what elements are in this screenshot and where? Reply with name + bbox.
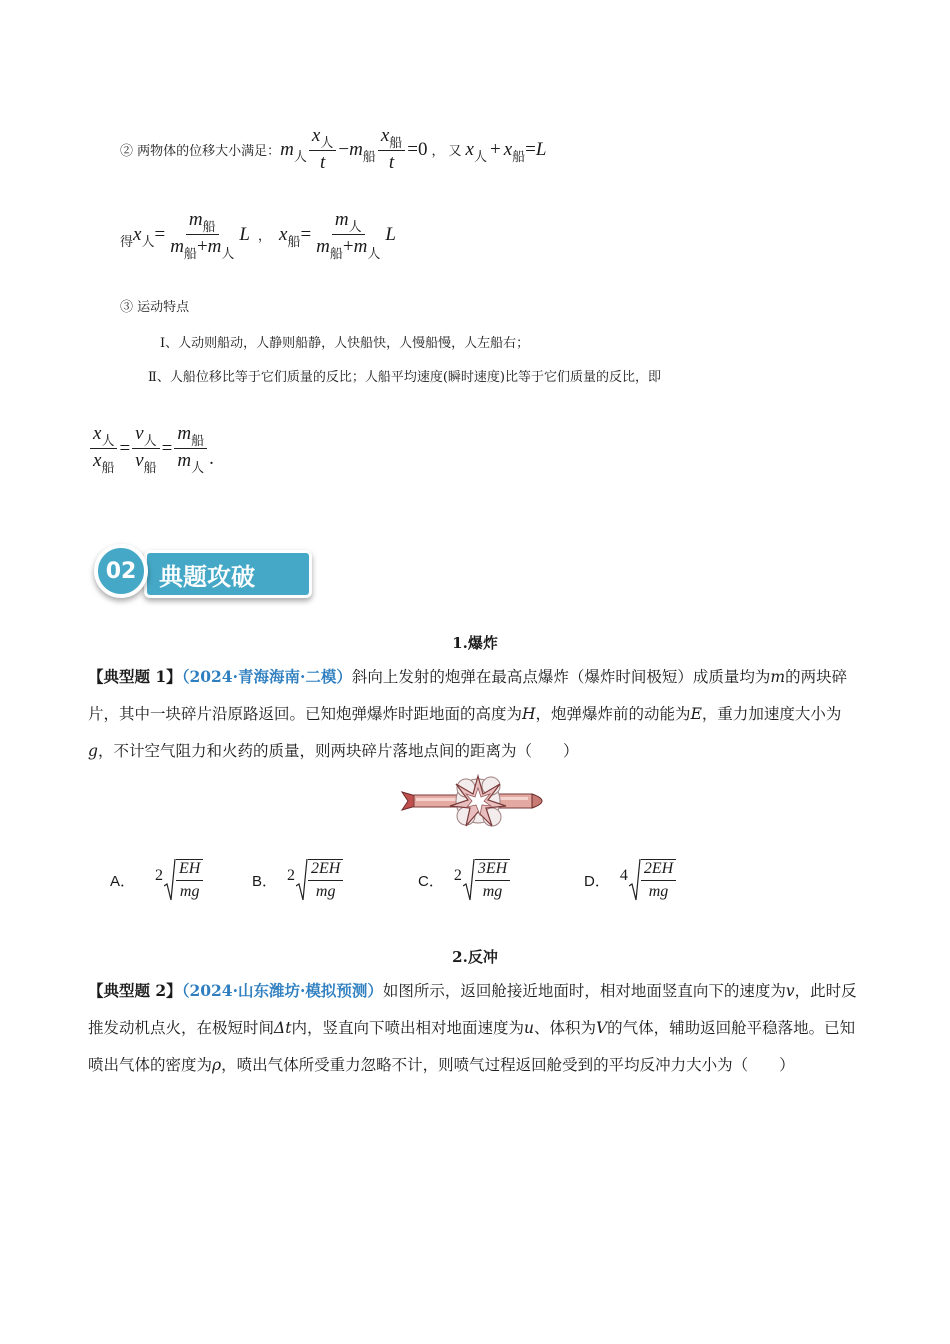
item2-label: ② 两物体的位移大小满足： (120, 144, 281, 159)
question-2: 【典型题 2】（2024·山东潍坊·模拟预测）如图所示，返回舱接近地面时，相对地面竖直向下的速度为v，此时反推发动机点火，在极短时间Δt内，竖直向下喷出相对地面速度为u、体积为V的气体，辅助返回舱平稳落地。已知喷出气体的密度为ρ，喷出气体所受重力忽略不计，则喷气过程返回舱受到的平均反冲力大小为（ ） (88, 981, 857, 1074)
derived-displacement-line: 得 x 人 = $\frac{m_船}{m_船+m_人}$ L ， x 船 = $\frac{m_人}{m_船+m_人}$ L (120, 209, 396, 262)
item3-label: ③ 运动特点 (120, 300, 190, 315)
x-ren-formula: x 人 = $\frac{m_船}{m_船+m_人}$ L (133, 209, 250, 262)
option-c[interactable]: C． 2 $\frac{3EH}{mg}$ (418, 858, 512, 902)
fraction-x-ren-over-t: $\frac{x_人}{t}$ (309, 126, 336, 173)
option-d[interactable]: D． 4 $\frac{2EH}{mg}$ (584, 858, 678, 902)
option-a[interactable]: A． 2 $\frac{EH}{mg}$ (110, 858, 205, 902)
subsection-title-explosion: 1.爆炸 (452, 634, 498, 652)
option-a-formula: 2 $\frac{EH}{mg}$ (155, 858, 205, 902)
motion-point-2: Ⅱ、人船位移比等于它们质量的反比；人船平均速度(瞬时速度)比等于它们质量的反比，即 (148, 370, 661, 385)
item2-line: ② 两物体的位移大小满足： m 人 $\frac{x_人}{t}$ − m 船 $\frac{x_船}{t}$ = 0 ， 又 x 人 + x 船 = L (120, 125, 547, 173)
ratio-formula: $\frac{x_人}{x_船}$ = $\frac{v_人}{v_船}$ = $\frac{m_船}{m_人}$ . (88, 424, 214, 473)
shell-explosion-image (396, 770, 556, 832)
question-2-label: 【典型题 2】 (88, 981, 182, 1000)
subsection-title-recoil: 2.反冲 (452, 948, 498, 966)
question-1: 【典型题 1】（2024·青海海南·二模）斜向上发射的炮弹在最高点爆炸（爆炸时间极短）成质量均为m的两块碎片，其中一块碎片沿原路返回。已知炮弹爆炸时距地面的高度为H，炮弹爆炸前的动能为E，重力加速度大小为g，不计空气阻力和火药的质量，则两块碎片落地点间的距离为（ ） (88, 667, 848, 760)
question-1-source: （2024·青海海南·二模） (181, 667, 352, 686)
section-banner-title: 典题攻破 (144, 550, 312, 598)
option-b-formula: 2 $\frac{2EH}{mg}$ (287, 858, 345, 902)
fraction-x-chuan-over-t: $\frac{x_船}{t}$ (378, 126, 405, 173)
option-d-formula: 4 $\frac{2EH}{mg}$ (620, 858, 678, 902)
option-b[interactable]: B． 2 $\frac{2EH}{mg}$ (252, 858, 345, 902)
question-2-source: （2024·山东潍坊·模拟预测） (181, 981, 383, 1000)
displacement-sum-equation: x 人 + x 船 = L (465, 138, 547, 165)
section-banner-number: 02 (94, 544, 148, 598)
motion-point-1: Ⅰ、人动则船动，人静则船静，人快船快，人慢船慢，人左船右； (160, 336, 530, 351)
x-chuan-formula: x 船 = $\frac{m_人}{m_船+m_人}$ L (279, 209, 396, 262)
option-c-formula: 2 $\frac{3EH}{mg}$ (454, 858, 512, 902)
question-1-label: 【典型题 1】 (88, 667, 182, 686)
momentum-equation: m 人 $\frac{x_人}{t}$ − m 船 $\frac{x_船}{t}$ = 0 (280, 125, 428, 173)
